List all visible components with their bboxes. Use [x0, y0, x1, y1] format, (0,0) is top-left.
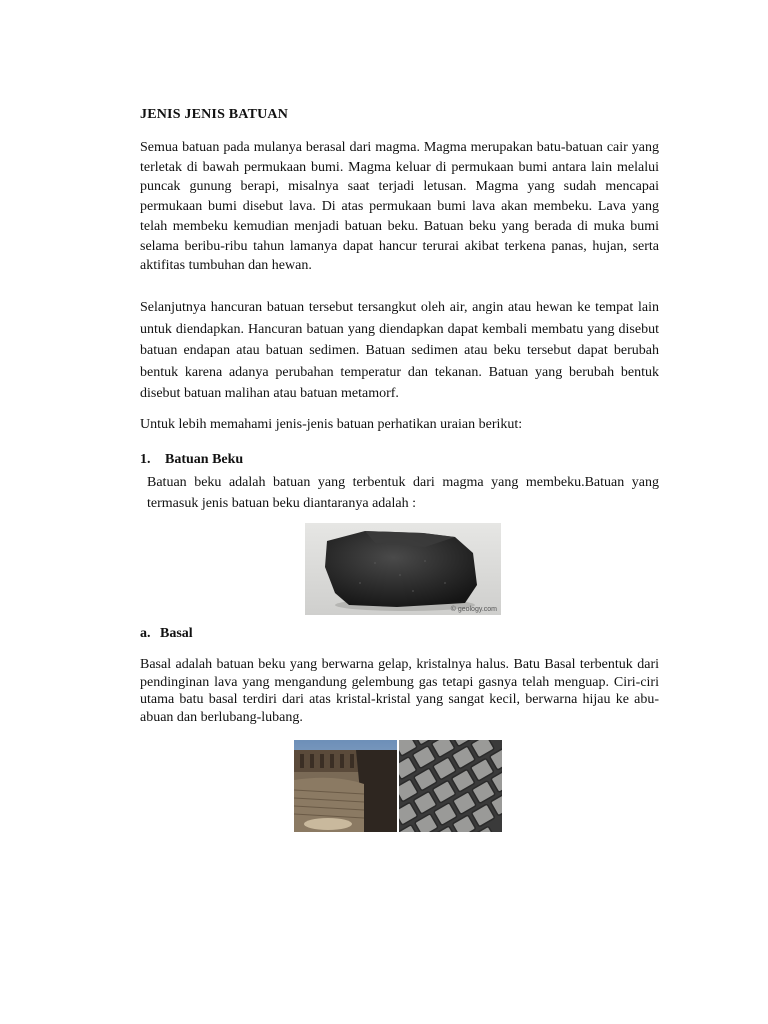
subsection-title: Basal — [160, 626, 193, 641]
intro-paragraph: Semua batuan pada mulanya berasal dari magma. Magma merupakan batu-batuan cair yang terletak di bawah permukaan bumi. Magma keluar di permukaan bumi antara lain melalui puncak gunung berapi, misalnya saat terjadi letusan. Magma yang sudah mencapai permukaan bumi disebut lava. Di atas permukaan bumi lava akan membeku. Lava yang telah membeku kemudian menjadi batuan beku. Batuan beku yang berada di muka bumi selama beribu-ribu tahun lamanya dapat hancur terurai akibat terkena panas, hujan, serta aktifitas tumbuhan dan hewan. — [140, 140, 659, 274]
basalt-photos — [294, 740, 502, 832]
section-number: 1. — [140, 452, 151, 467]
second-paragraph: Selanjutnya hancuran batuan tersebut tersangkut oleh air, angin atau hewan ke tempat lain untuk diendapkan. Hancuran batuan yang diendapkan dapat kembali membatu yang disebut batuan endapan atau batuan sedimen. Batuan sedimen atau beku tersebut dapat berubah bentuk karena adanya perubahan temperatur dan tekanan. Batuan yang berubah bentuk disebut batuan malihan atau batuan metamorf. — [140, 300, 659, 401]
igneous-rock-image — [305, 523, 501, 615]
section-title: Batuan Beku — [165, 452, 244, 467]
document-title: JENIS JENIS BATUAN — [140, 107, 289, 122]
basal-paragraph: Basal adalah batuan beku yang berwarna gelap, kristalnya halus. Batu Basal terbentuk dari pendinginan lava yang mengandung gelembung gas tetapi gasnya telah menguap. Ciri-ciri utama batu basal terdiri dari atas kristal-kristal yang sangat kecil, berwarna hijau ke abu-abuan dan berlubang-lubang. — [140, 657, 659, 725]
third-paragraph: Untuk lebih memahami jenis-jenis batuan perhatikan uraian berikut: — [140, 417, 523, 432]
batuan-beku-paragraph: Batuan beku adalah batuan yang terbentuk dari magma yang membeku.Batuan yang termasuk jenis batuan beku diantaranya adalah : — [147, 475, 659, 511]
subsection-letter: a. — [140, 626, 151, 641]
section-heading-batuan-beku — [140, 452, 243, 468]
subsection-heading-basal — [140, 626, 193, 642]
paving-stones-photo — [399, 740, 502, 832]
geology-caption: © geology.com — [450, 606, 497, 613]
amphitheater-photo — [294, 740, 397, 832]
